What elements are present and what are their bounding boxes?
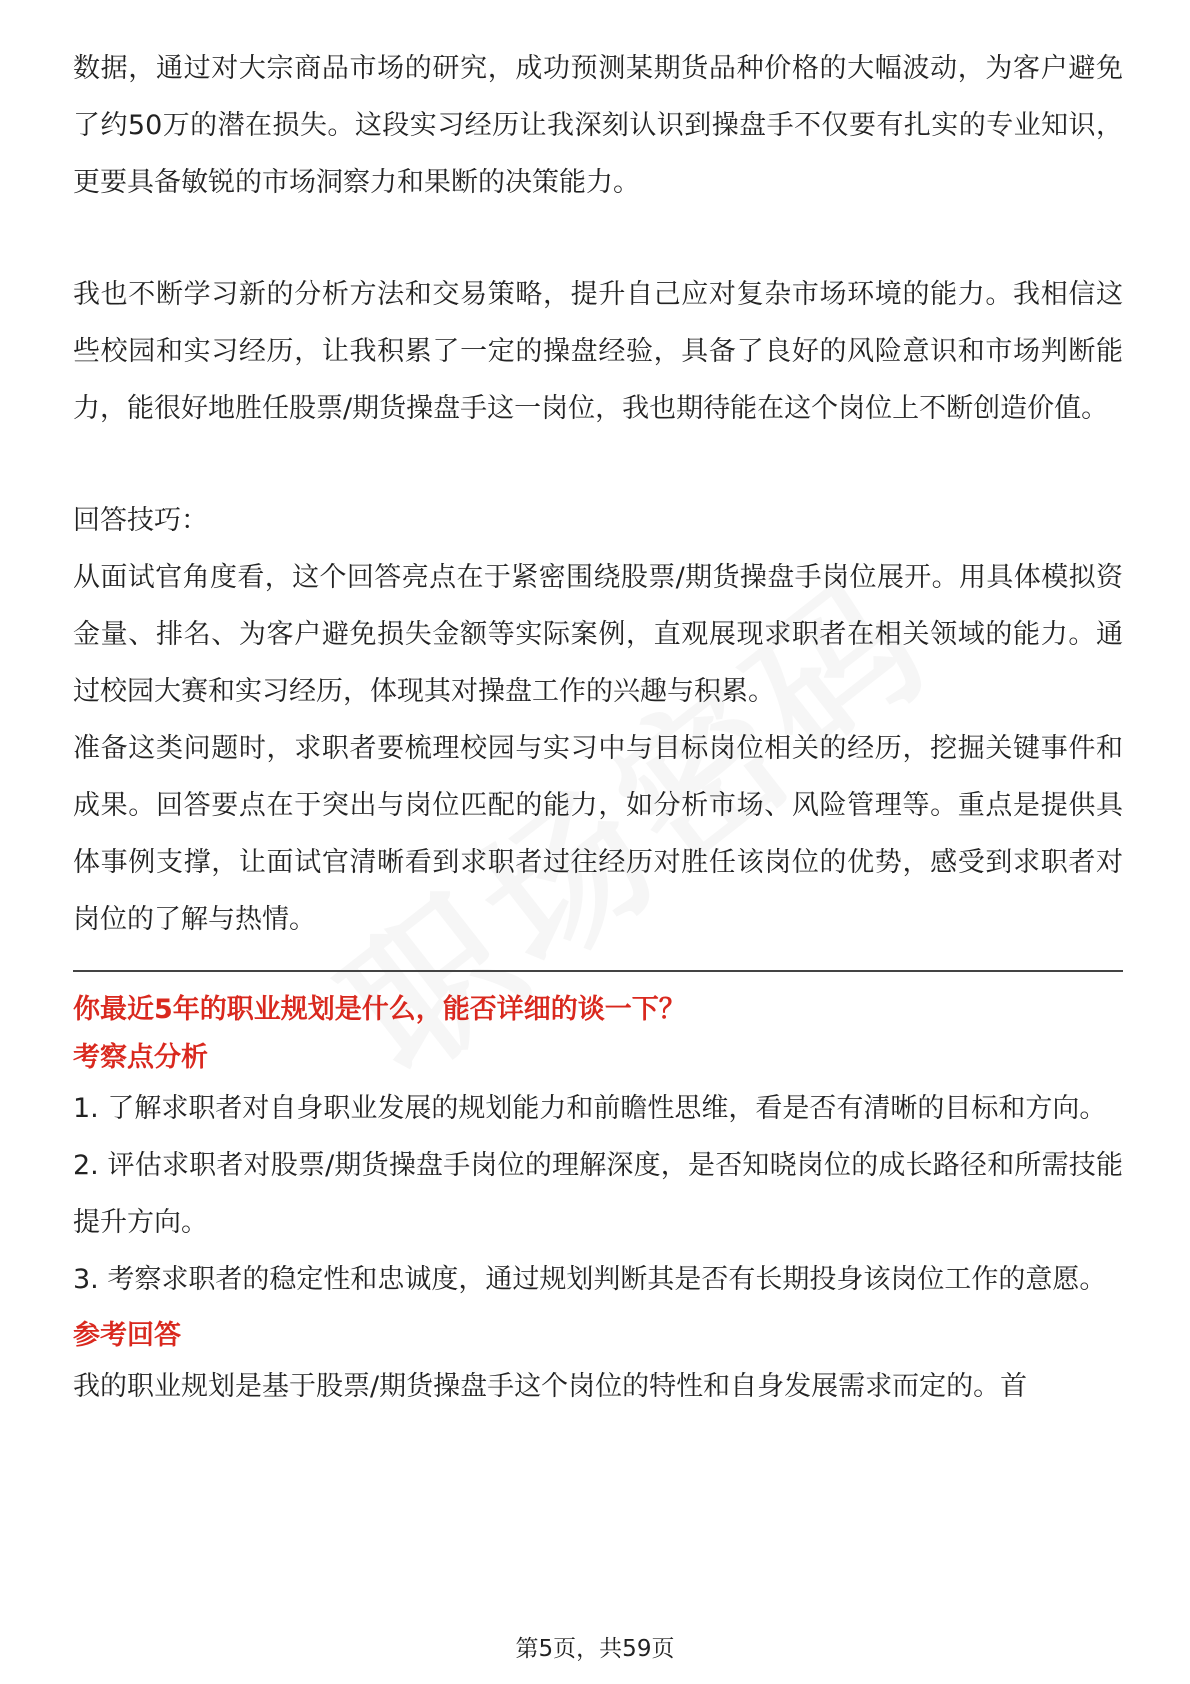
analysis-point-3: 3. 考察求职者的稳定性和忠诚度，通过规划判断其是否有长期投身该岗位工作的意愿。 (73, 1264, 1107, 1295)
tips-heading: 回答技巧： (73, 505, 208, 536)
analysis-heading: 考察点分析 (73, 1042, 208, 1073)
question-title: 你最近5年的职业规划是什么，能否详细的谈一下？ (73, 994, 686, 1025)
analysis-point-2: 2. 评估求职者对股票/期货操盘手岗位的理解深度，是否知晓岗位的成长路径和所需技能提升方向。 (73, 1150, 1123, 1238)
analysis-point-1: 1. 了解求职者对自身职业发展的规划能力和前瞻性思维，看是否有清晰的目标和方向。 (73, 1093, 1107, 1124)
intro-paragraph-1: 数据，通过对大宗商品市场的研究，成功预测某期货品种价格的大幅波动，为客户避免了约50万的潜在损失。这段实习经历让我深刻认识到操盘手不仅要有扎实的专业知识，更要具备敏锐的市场洞察力和果断的决策能力。 (73, 53, 1123, 198)
document-body (73, 40, 1123, 1415)
reference-paragraph-1: 我的职业规划是基于股票/期货操盘手这个岗位的特性和自身发展需求而定的。首 (73, 1371, 1028, 1402)
page-footer: 第5页，共59页 (515, 1636, 675, 1662)
reference-heading: 参考回答 (73, 1320, 181, 1351)
section-divider (73, 970, 1123, 972)
intro-paragraph-2: 我也不断学习新的分析方法和交易策略，提升自己应对复杂市场环境的能力。我相信这些校园和实习经历，让我积累了一定的操盘经验，具备了良好的风险意识和市场判断能力，能很好地胜任股票/期货操盘手这一岗位，我也期待能在这个岗位上不断创造价值。 (73, 279, 1123, 424)
tips-paragraph-2: 准备这类问题时，求职者要梳理校园与实习中与目标岗位相关的经历，挖掘关键事件和成果。回答要点在于突出与岗位匹配的能力，如分析市场、风险管理等。重点是提供具体事例支撑，让面试官清晰看到求职者过往经历对胜任该岗位的优势，感受到求职者对岗位的了解与热情。 (73, 733, 1123, 935)
tips-paragraph-1: 从面试官角度看，这个回答亮点在于紧密围绕股票/期货操盘手岗位展开。用具体模拟资金量、排名、为客户避免损失金额等实际案例，直观展现求职者在相关领域的能力。通过校园大赛和实习经历，体现其对操盘工作的兴趣与积累。 (73, 562, 1123, 707)
